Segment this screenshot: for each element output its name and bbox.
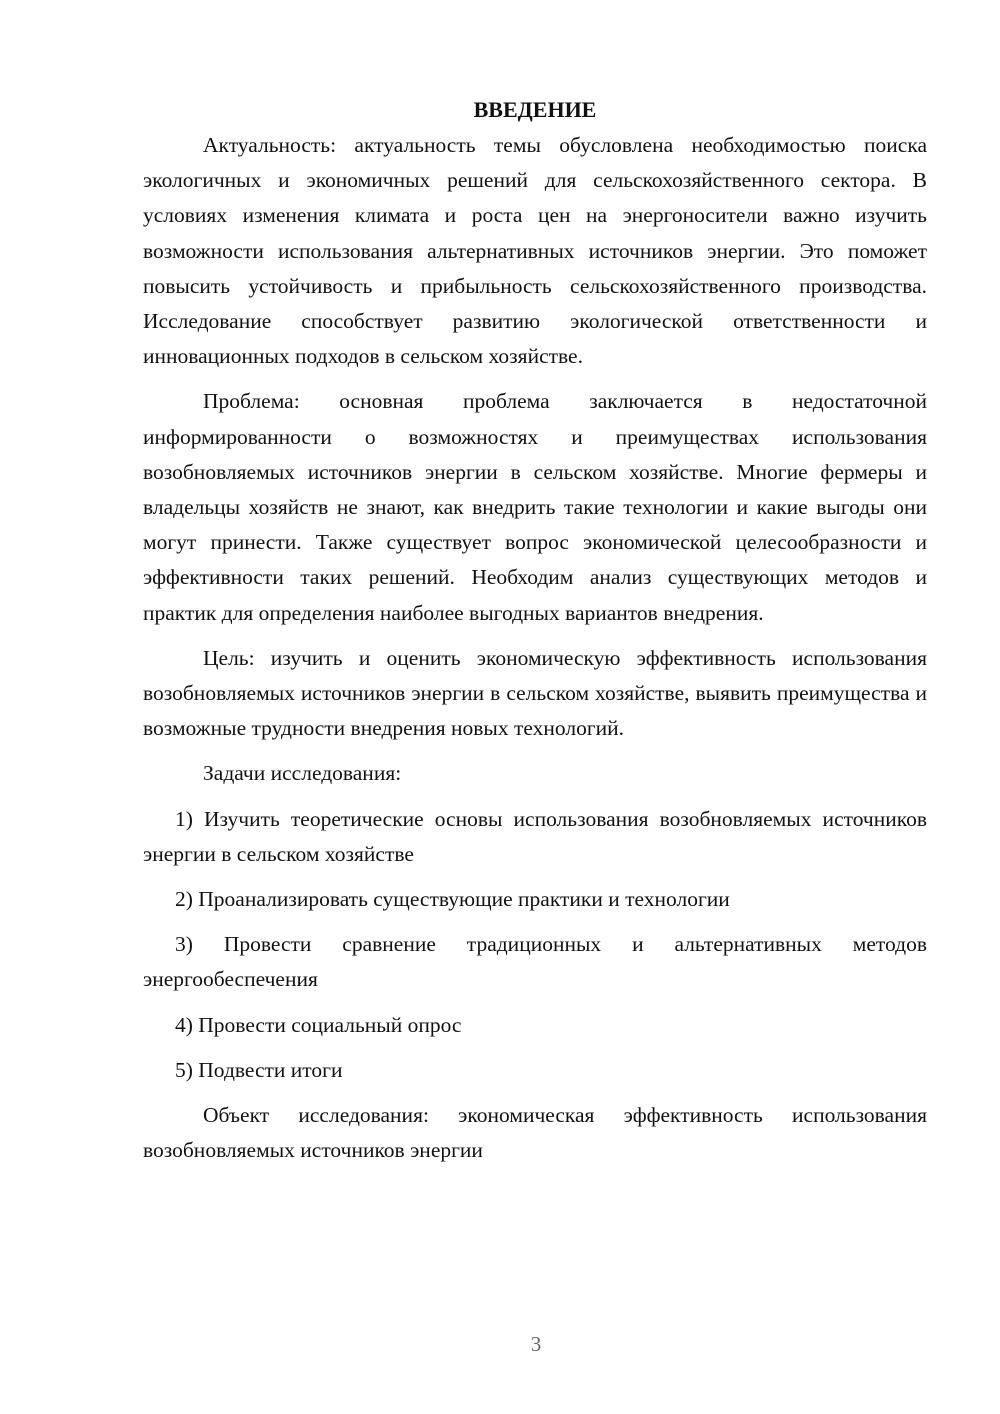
task-item-5: 5) Подвести итоги: [175, 1057, 343, 1082]
paragraph-object: Объект исследования: экономическая эффективность использования возобновляемых источников энергии: [143, 1103, 927, 1163]
task-item-1: 1) Изучить теоретические основы использования возобновляемых источников энергии в сельском хозяйстве: [143, 806, 927, 866]
page-number: 3: [530, 1332, 542, 1356]
task-item-4: 4) Провести социальный опрос: [175, 1012, 462, 1037]
paragraph-goal: Цель: изучить и оценить экономическую эффективность использования возобновляемых источников энергии в сельском хозяйстве, выявить преимущества и возможные трудности внедрения новых технологий.: [143, 645, 927, 741]
task-item-2: 2) Проанализировать существующие практики и технологии: [175, 887, 730, 912]
paragraph-problem: Проблема: основная проблема заключается в недостаточной информированности о возможностях и преимуществах использования возобновляемых источников энергии в сельском хозяйстве. Многие фермеры и владельцы хозяйств не знают, как внедрить такие технологии и какие выгоды они могут принести. Также существует вопрос экономической целесообразности и эффективности таких решений. Необходим анализ существующих методов и практик для определения наиболее выгодных вариантов внедрения.: [143, 389, 927, 625]
paragraph-relevance: Актуальность: актуальность темы обусловлена необходимостью поиска экологичных и экономичных решений для сельскохозяйственного сектора. В условиях изменения климата и роста цен на энергоносители важно изучить возможности использования альтернативных источников энергии. Это поможет повысить устойчивость и прибыльность сельскохозяйственного производства. Исследование способствует развитию экологической ответственности и инновационных подходов в сельском хозяйстве.: [143, 133, 927, 369]
page-content: [143, 92, 927, 1178]
section-title: ВВЕДЕНИЕ: [473, 97, 597, 122]
tasks-heading: Задачи исследования:: [203, 761, 402, 786]
task-item-3: 3) Провести сравнение традиционных и альтернативных методов энергообеспечения: [143, 932, 927, 992]
